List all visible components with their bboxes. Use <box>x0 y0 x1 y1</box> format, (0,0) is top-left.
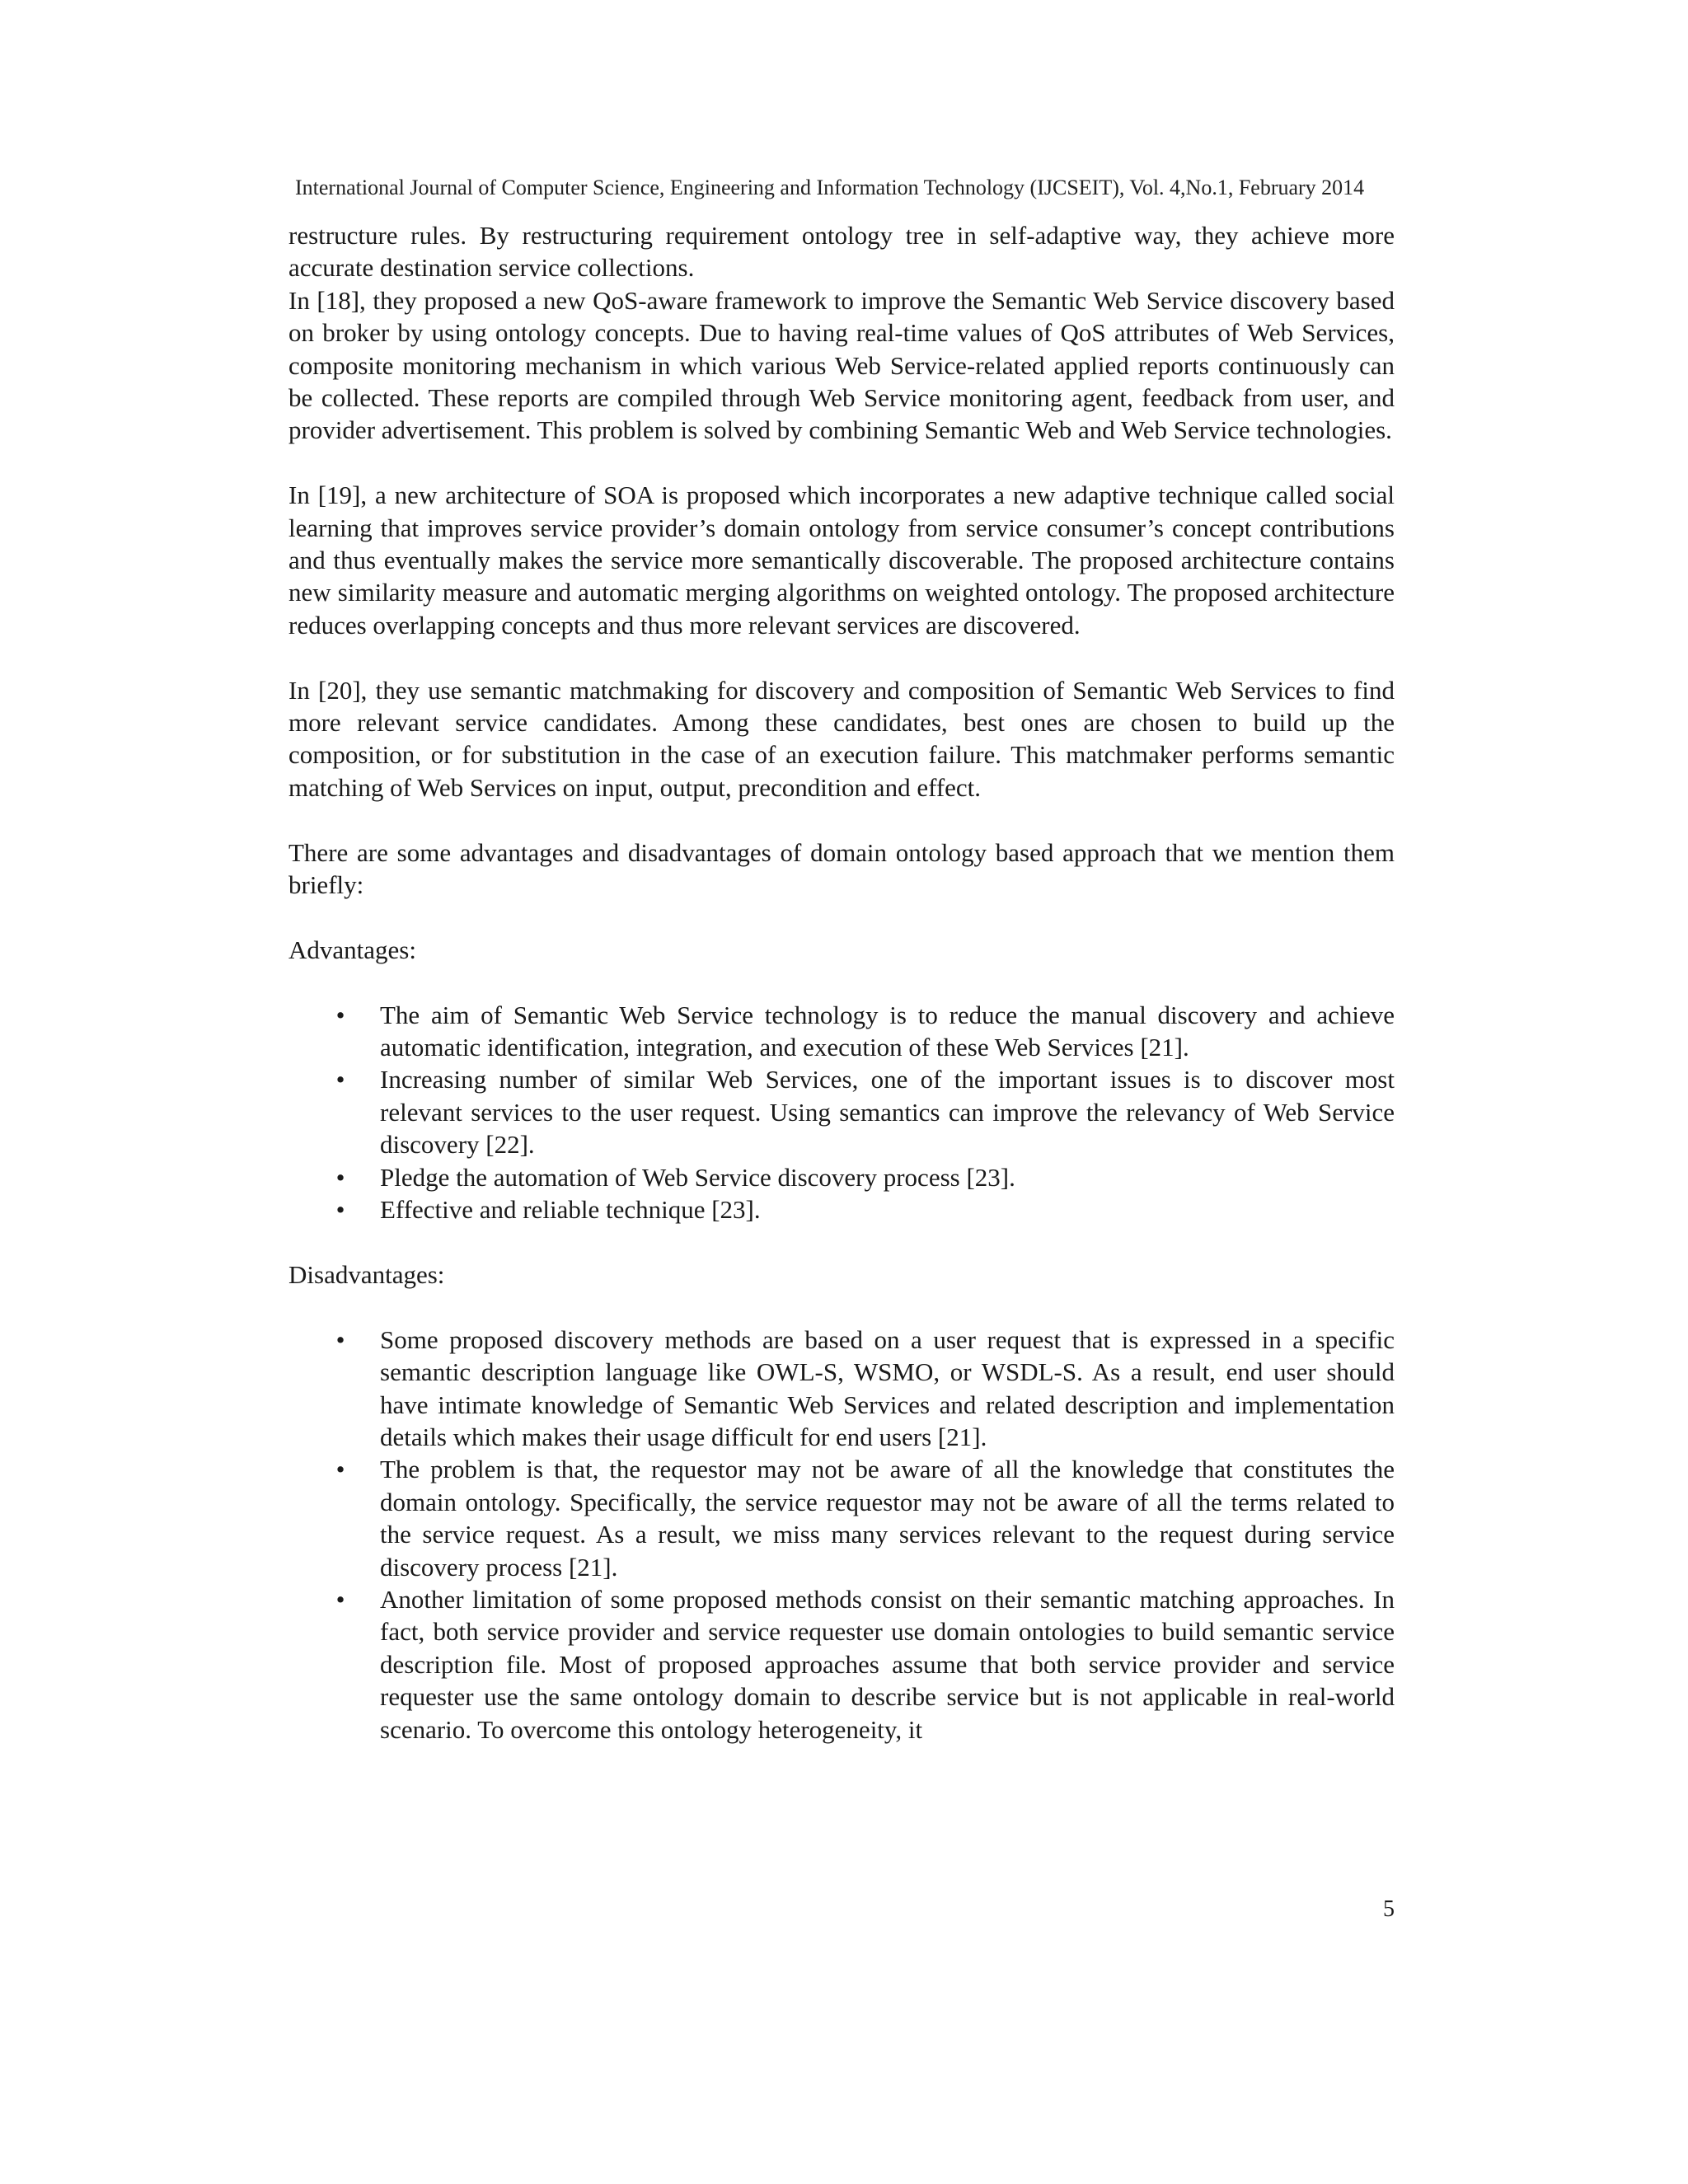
list-item <box>288 1324 1395 1454</box>
running-header: International Journal of Computer Science, Engineering and Information Technology (IJCSEIT), Vol. 4,No.1, February 2014 <box>295 176 1365 199</box>
list-item <box>288 1063 1395 1160</box>
paragraph-ref-18: In [18], they proposed a new QoS-aware framework to improve the Semantic Web Service discovery based on broker by using ontology concepts. Due to having real-time values of QoS attributes of Web Services, composite monitoring mechanism in which various Web Service-related applied reports continuously can be collected. These reports are compiled through Web Service monitoring agent, feedback from user, and provider advertisement. This problem is solved by combining Semantic Web and Web Service technologies. <box>288 285 1395 445</box>
advantages-label: Advantages: <box>288 935 416 964</box>
page-number: 5 <box>1383 1896 1395 1922</box>
list-item <box>288 1193 1395 1226</box>
list-item <box>288 1583 1395 1746</box>
paragraph-advantages-intro: There are some advantages and disadvantages of domain ontology based approach that we mention them briefly: <box>288 837 1395 900</box>
list-item <box>288 1161 1395 1193</box>
list-item <box>288 1453 1395 1583</box>
advantages-list <box>288 999 1395 1226</box>
bullet-icon: • <box>335 1324 345 1354</box>
paragraph-gap <box>288 804 1395 836</box>
bullet-icon: • <box>335 1065 345 1094</box>
list-item-text: Another limitation of some proposed methods consist on their semantic matching approaches. In fact, both service provider and service requester use domain ontologies to build semantic service description file. Most of proposed approaches assume that both service provider and service requester use the same ontology domain to describe service but is not applicable in real-world scenario. To overcome this ontology heterogeneity, it <box>380 1584 1395 1744</box>
body-text <box>288 219 1395 1746</box>
paragraph-gap <box>288 1291 1395 1323</box>
list-item <box>288 999 1395 1064</box>
list-item-text: Effective and reliable technique [23]. <box>380 1195 761 1225</box>
bullet-icon: • <box>335 1584 345 1614</box>
paragraph-ref-20: In [20], they use semantic matchmaking for discovery and composition of Semantic Web Services to find more relevant service candidates. Among these candidates, best ones are chosen to build up the composition, or for substitution in the case of an execution failure. This matchmaker performs semantic matching of Web Services on input, output, precondition and effect. <box>288 675 1395 802</box>
list-item-text: Increasing number of similar Web Services, one of the important issues is to discover most relevant services to the user request. Using semantics can improve the relevancy of Web Service discovery [22]. <box>380 1065 1395 1160</box>
paragraph-restructure-rules: restructure rules. By restructuring requirement ontology tree in self-adaptive way, they achieve more accurate destination service collections. <box>288 221 1395 283</box>
disadvantages-list <box>288 1324 1395 1746</box>
paragraph-ref-19: In [19], a new architecture of SOA is proposed which incorporates a new adaptive technique called social learning that improves service provider’s domain ontology from service consumer’s concept contributions and thus eventually makes the service more semantically discoverable. The proposed architecture contains new similarity measure and automatic merging algorithms on weighted ontology. The proposed architecture reduces overlapping concepts and thus more relevant services are discovered. <box>288 480 1395 640</box>
paragraph-gap <box>288 966 1395 998</box>
bullet-icon: • <box>335 1000 345 1029</box>
list-item-text: Pledge the automation of Web Service discovery process [23]. <box>380 1162 1015 1192</box>
paragraph-gap <box>288 901 1395 933</box>
bullet-icon: • <box>335 1455 345 1484</box>
bullet-icon: • <box>335 1195 345 1225</box>
paragraph-gap <box>288 641 1395 673</box>
disadvantages-label: Disadvantages: <box>288 1259 445 1289</box>
paragraph-gap <box>288 1226 1395 1258</box>
paragraph-gap <box>288 447 1395 479</box>
list-item-text: The aim of Semantic Web Service technology is to reduce the manual discovery and achieve automatic identification, integration, and execution of these Web Services [21]. <box>380 1000 1395 1062</box>
list-item-text: Some proposed discovery methods are based on a user request that is expressed in a specific semantic description language like OWL-S, WSMO, or WSDL-S. As a result, end user should have intimate knowledge of Semantic Web Services and related description and implementation details which makes their usage difficult for end users [21]. <box>380 1324 1395 1451</box>
list-item-text: The problem is that, the requestor may not be aware of all the knowledge that constitutes the domain ontology. Specifically, the service requestor may not be aware of all the terms related to the service request. As a result, we miss many services relevant to the request during service discovery process [21]. <box>380 1455 1395 1582</box>
bullet-icon: • <box>335 1162 345 1192</box>
